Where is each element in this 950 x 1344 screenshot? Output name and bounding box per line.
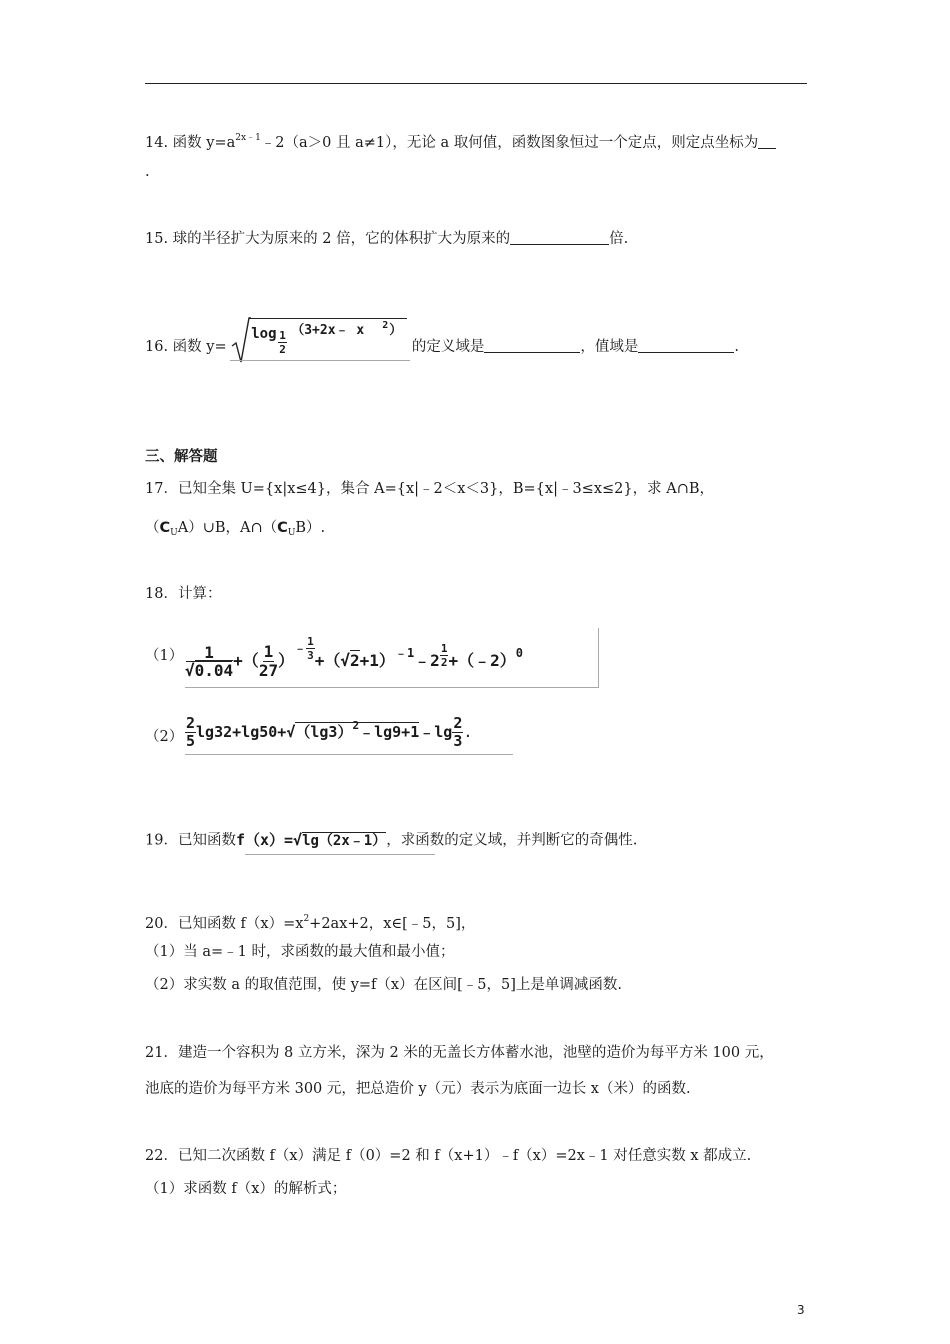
part-label: （2） <box>145 729 184 745</box>
question-20 <box>145 909 475 934</box>
q16-formula <box>231 316 407 366</box>
log-base-fraction <box>278 330 287 355</box>
operator: ﹣2 <box>414 651 440 670</box>
question-number: 14. <box>145 135 169 151</box>
q16-text-pre: 函数 y= <box>172 339 227 355</box>
fraction-denominator: 2 <box>279 343 286 356</box>
sqrt-denominator: √0.04 <box>185 660 234 680</box>
q16-text-mid: 的定义域是 <box>411 339 485 355</box>
fraction-2-3 <box>452 716 463 749</box>
section-heading: 三、解答题 <box>145 448 218 465</box>
complement-symbol: C <box>159 520 171 536</box>
universal-set-subscript: U <box>170 528 178 538</box>
q14-text-pre: 函数 y=a <box>172 135 236 151</box>
fraction-1-27 <box>259 644 278 679</box>
radicand: 2 <box>350 651 360 670</box>
q16-text-mid2: ，值域是 <box>580 339 639 355</box>
exponent: 2 <box>303 914 310 924</box>
q18-part-1 <box>145 628 605 688</box>
exponent-neg-third <box>294 635 315 662</box>
close-paren: ） <box>278 651 295 670</box>
expression-text: lg32+lg50+ <box>196 723 287 741</box>
fraction-1-over-sqrt <box>185 642 234 680</box>
header-rule <box>145 83 807 84</box>
part-label: （1） <box>145 648 184 664</box>
question-15 <box>145 229 628 249</box>
q16-text-post: . <box>734 339 739 355</box>
q20-text-post: +2ax+2，x∈[﹣5，5]， <box>309 916 476 932</box>
question-21: 21．建造一个容积为 8 立方米，深为 2 米的无盖长方体蓄水池，池壁的造价为每平方米 100 元， <box>145 1045 774 1061</box>
page-number: 3 <box>797 1303 805 1317</box>
universal-set-subscript: U <box>287 528 296 538</box>
fraction-numerator: 2 <box>453 714 463 732</box>
question-14 <box>145 128 776 153</box>
fraction-numerator: 1 <box>186 645 232 662</box>
question-20-part-2: （2）求实数 a 的取值范围，使 y=f（x）在区间[﹣5，5]上是单调减函数. <box>145 977 622 993</box>
operator: +（﹣2） <box>448 651 516 670</box>
fraction-numerator: 1 <box>263 642 274 661</box>
operator: +（ <box>314 651 341 670</box>
period: . <box>463 723 473 741</box>
fraction-denominator: 2 <box>440 656 448 669</box>
exponent: ﹣1 <box>394 646 415 660</box>
formula-box-edge <box>245 854 435 855</box>
radicand: 0.04 <box>194 660 234 680</box>
q18-p2-formula: $\frac{2}{5}$ $\lg 32+\lg 50+√(\lg 3)^2﹣\lg 9+1﹣\lg$ $\frac{2}{3}$ . <box>186 714 473 750</box>
fraction-numerator: 1 <box>440 642 448 655</box>
q20-text-pre: 20．已知函数 f（x）=x <box>145 916 304 932</box>
answer-blank-domain[interactable] <box>484 338 580 353</box>
question-22: 22．已知二次函数 f（x）满足 f（0）=2 和 f（x+1）﹣f（x）=2x﹣1 对任意实数 x 都成立. <box>145 1148 752 1164</box>
argument-close-paren: ） <box>389 323 403 338</box>
q14-exponent: 2x﹣1 <box>235 133 261 143</box>
q14-tail <box>145 162 150 182</box>
q15-text-post: 倍. <box>609 231 629 247</box>
question-number: 16. <box>145 339 169 355</box>
operator: +1） <box>359 651 395 670</box>
fraction-numerator: 2 <box>186 714 196 732</box>
radicand <box>295 719 420 741</box>
question-18: 18．计算： <box>145 586 222 602</box>
log-argument: （3+2x﹣ x <box>291 323 365 338</box>
question-21-line2: 池底的造价为每平方米 300 元，把总造价 y（元）表示为底面一边长 x（米）的函数. <box>145 1081 691 1097</box>
question-number: 15. <box>145 231 169 247</box>
exponent-sign: ﹣ <box>294 641 307 655</box>
formula-box-edge <box>230 360 410 361</box>
q14-tail-period: . <box>145 164 150 180</box>
fraction-denominator: 3 <box>453 732 463 750</box>
fraction-numerator: 1 <box>307 635 314 648</box>
q18-part-2 <box>145 712 525 756</box>
fraction-numerator: 1 <box>279 329 286 342</box>
q18-p1-formula: $\frac{1}{√0.04}$ +（ $\frac{1}{27}$ ）$^{﹣ \frac{1}{3}}$ $+(√2+1)^{﹣1}﹣2$ $\frac{1}{2}$ +（﹣2）$^0$ <box>185 635 523 680</box>
q19-text-pre: 19．已知函数 <box>145 832 236 849</box>
complement-symbol: C <box>277 520 288 536</box>
fraction-denominator: 27 <box>258 661 279 680</box>
exponent: 0 <box>515 646 523 660</box>
exponent: 2 <box>352 719 360 732</box>
question-19 <box>145 830 637 851</box>
argument-exponent: 2 <box>382 320 389 331</box>
expression-text: ﹣lg <box>419 723 453 741</box>
answer-blank[interactable] <box>510 230 609 245</box>
q17-text-b: B）. <box>295 520 326 536</box>
fraction-denominator: 5 <box>186 732 196 750</box>
q15-text-pre: 球的半径扩大为原来的 2 倍，它的体积扩大为原来的 <box>172 231 511 247</box>
operator: +（ <box>233 651 259 670</box>
answer-blank[interactable] <box>758 134 776 149</box>
radicand: lg（2x﹣1） <box>302 833 387 849</box>
question-17-line2 <box>145 518 325 543</box>
q19-formula: f（x）=√lg（2x﹣1） <box>235 831 387 849</box>
question-20-part-1: （1）当 a=﹣1 时，求函数的最大值和最小值； <box>145 944 455 960</box>
radicand-rest: ﹣lg9+1 <box>359 723 420 741</box>
fraction-denominator: 3 <box>307 649 314 662</box>
q14-text-post: ﹣2（a＞0 且 a≠1），无论 a 取何值，函数图象恒过一个定点，则定点坐标为 <box>260 135 759 151</box>
radicand-open: （lg3） <box>295 723 353 741</box>
question-16 <box>145 322 739 372</box>
question-17: 17．已知全集 U={x|x≤4}，集合 A={x|﹣2＜x＜3}，B={x|﹣3≤x≤2}，求 A∩B， <box>145 481 714 497</box>
radical-sign-icon <box>231 316 251 366</box>
question-22-part-1: （1）求函数 f（x）的解析式； <box>145 1181 347 1197</box>
log-text: log <box>251 326 277 342</box>
answer-blank-range[interactable] <box>638 338 734 353</box>
q17-open-paren: （ <box>145 520 160 536</box>
q19-text-post: ，求函数的定义域，并判断它的奇偶性. <box>386 832 638 849</box>
q17-text-a: A）∪B，A∩（ <box>177 520 278 536</box>
function-lhs: f（x）= <box>235 831 294 849</box>
fraction-2-5 <box>185 716 196 749</box>
